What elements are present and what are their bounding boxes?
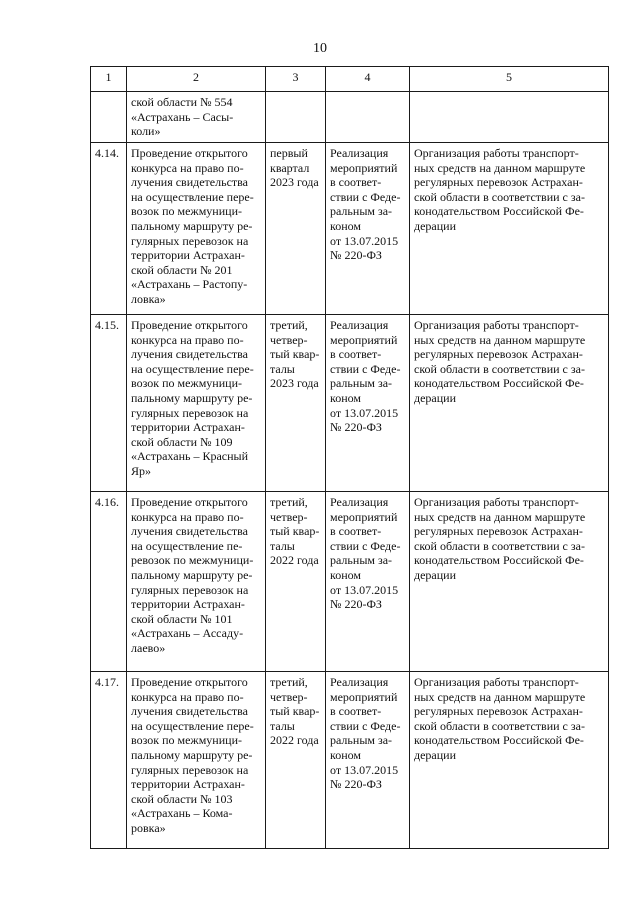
cell-result [410,92,609,143]
cell-basis: Реализация мероприятий в соответ- ствии с Феде- ральным за- коном от 13.07.2015 № 220-ФЗ [326,315,410,492]
column-header-2: 2 [127,67,266,92]
cell-event: ской области № 554 «Астрахань – Сасы- коли» [127,92,266,143]
document-table [90,66,609,849]
cell-number [91,92,127,143]
cell-result: Организация работы транспорт- ных средств на данном маршруте регулярных перевозок Астрахан- ской области в соответствии с за- конодательством Российской Фе- дерации [410,672,609,849]
table-row-continuation [91,92,609,143]
column-header-5: 5 [410,67,609,92]
cell-event: Проведение открытого конкурса на право по- лучения свидетельства на осуществление пере- возок по межмуници- пальному маршруту ре- гулярных перевозок на территории Астрахан- ской области № 103 «Астрахань – Кома- ровка» [127,672,266,849]
cell-term: третий, четвер- тый квар- талы 2022 года [266,492,326,672]
cell-number: 4.15. [91,315,127,492]
column-header-4: 4 [326,67,410,92]
table-row [91,492,609,672]
cell-basis: Реализация мероприятий в соответ- ствии с Феде- ральным за- коном от 13.07.2015 № 220-ФЗ [326,143,410,315]
table-row [91,143,609,315]
cell-term: третий, четвер- тый квар- талы 2023 года [266,315,326,492]
cell-term [266,92,326,143]
cell-basis: Реализация мероприятий в соответ- ствии с Феде- ральным за- коном от 13.07.2015 № 220-ФЗ [326,492,410,672]
table-row [91,672,609,849]
cell-term: третий, четвер- тый квар- талы 2022 года [266,672,326,849]
cell-term: первый квартал 2023 года [266,143,326,315]
cell-result: Организация работы транспорт- ных средств на данном маршруте регулярных перевозок Астрахан- ской области в соответствии с за- конодательством Российской Фе- дерации [410,492,609,672]
cell-event: Проведение открытого конкурса на право по- лучения свидетельства на осуществление пе- ревозок по межмуници- пальному маршруту ре- гулярных перевозок на территории Астрахан- ской области № 101 «Астрахань – Ассаду- лаево» [127,492,266,672]
cell-result: Организация работы транспорт- ных средств на данном маршруте регулярных перевозок Астрахан- ской области в соответствии с за- конодательством Российской Фе- дерации [410,315,609,492]
cell-number: 4.17. [91,672,127,849]
column-header-3: 3 [266,67,326,92]
cell-basis: Реализация мероприятий в соответ- ствии с Феде- ральным за- коном от 13.07.2015 № 220-ФЗ [326,672,410,849]
cell-event: Проведение открытого конкурса на право по- лучения свидетельства на осуществление пере- возок по межмуници- пальному маршруту ре- гулярных перевозок на территории Астрахан- ской области № 201 «Астрахань – Растопу- ловка» [127,143,266,315]
table-header-row [91,67,609,92]
cell-basis [326,92,410,143]
cell-number: 4.14. [91,143,127,315]
cell-result: Организация работы транспорт- ных средств на данном маршруте регулярных перевозок Астрахан- ской области в соответствии с за- конодательством Российской Фе- дерации [410,143,609,315]
page-number: 10 [313,41,327,56]
column-header-1: 1 [91,67,127,92]
table-row [91,315,609,492]
cell-number: 4.16. [91,492,127,672]
cell-event: Проведение открытого конкурса на право по- лучения свидетельства на осуществление пере- возок по межмуници- пальному маршруту ре- гулярных перевозок на территории Астрахан- ской области № 109 «Астрахань – Красный Яр» [127,315,266,492]
